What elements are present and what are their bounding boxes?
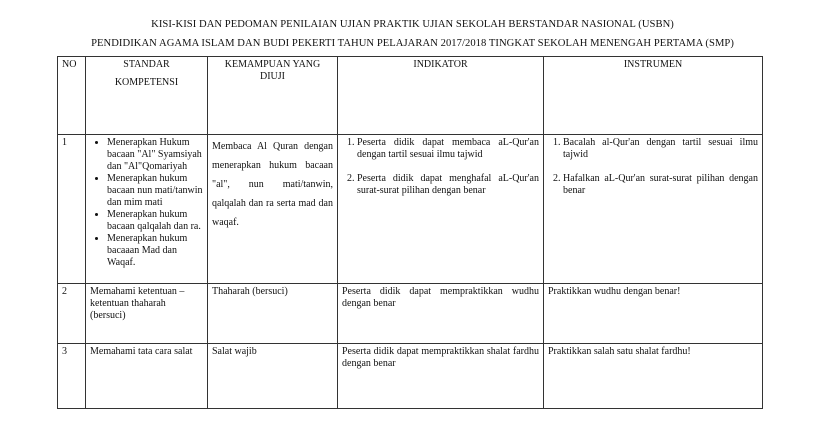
list-item: 1. Bacalah al-Qur'an dengan tartil sesuai ilmu tajwid bbox=[563, 137, 758, 161]
instrumen-cell: Praktikkan salah satu shalat fardhu! bbox=[544, 344, 763, 409]
list-item: 1. Peserta didik dapat membaca aL-Qur'an dengan tartil sesuai ilmu tajwid bbox=[357, 137, 539, 161]
row-number: 1 bbox=[58, 135, 86, 284]
row-number: 3 bbox=[58, 344, 86, 409]
instrumen-cell bbox=[544, 135, 763, 284]
list-item: 2. Peserta didik dapat menghafal aL-Qur'an surat-surat pilihan dengan benar bbox=[357, 173, 539, 197]
header-instrumen: INSTRUMEN bbox=[544, 57, 763, 135]
header-standar-kompetensi bbox=[86, 57, 208, 135]
table-row bbox=[58, 344, 763, 409]
instrumen-list bbox=[548, 137, 758, 197]
indikator-cell: Peserta didik dapat mempraktikkan wudhu dengan benar bbox=[338, 284, 544, 344]
standar-cell bbox=[86, 135, 208, 284]
document-title-line-1: KISI-KISI DAN PEDOMAN PENILAIAN UJIAN PRAKTIK UJIAN SEKOLAH BERSTANDAR NASIONAL (USBN) bbox=[151, 19, 674, 30]
header-standar-line-2: KOMPETENSI bbox=[114, 77, 179, 88]
document-title-line-2: PENDIDIKAN AGAMA ISLAM DAN BUDI PEKERTI TAHUN PELAJARAN 2017/2018 TINGKAT SEKOLAH MENENGAH PERTAMA (SMP) bbox=[91, 38, 734, 49]
instrumen-cell: Praktikkan wudhu dengan benar! bbox=[544, 284, 763, 344]
standar-list bbox=[90, 137, 203, 269]
list-item: • Menerapkan Hukum bacaan "Al" Syamsiyah dan "Al"Qomariyah bbox=[107, 137, 203, 173]
standar-cell: Memahami ketentuan – ketentuan thaharah (bersuci) bbox=[86, 284, 208, 344]
table-header-row bbox=[58, 57, 763, 135]
header-kemampuan: KEMAMPUAN YANG DIUJI bbox=[208, 57, 338, 135]
standar-cell: Memahami tata cara salat bbox=[86, 344, 208, 409]
table-row bbox=[58, 284, 763, 344]
list-item: • Menerapkan hukum bacaaan Mad dan Waqaf. bbox=[107, 233, 203, 269]
header-indikator: INDIKATOR bbox=[338, 57, 544, 135]
list-item: • Menerapkan hukum bacaan nun mati/tanwin dan mim mati bbox=[107, 173, 203, 209]
kemampuan-cell: Salat wajib bbox=[208, 344, 338, 409]
header-no: NO bbox=[58, 57, 86, 135]
table-row bbox=[58, 135, 763, 284]
kemampuan-text: Membaca Al Quran dengan menerapkan hukum bacaan "al", nun mati/tanwin, qalqalah dan ra serta mad dan waqaf. bbox=[212, 141, 333, 228]
indikator-cell bbox=[338, 135, 544, 284]
header-standar-line-1: STANDAR bbox=[123, 59, 170, 70]
kemampuan-cell bbox=[208, 135, 338, 284]
list-item: 2. Hafalkan aL-Qur'an surat-surat pilihan dengan benar bbox=[563, 173, 758, 197]
list-item: • Menerapkan hukum bacaan qalqalah dan ra. bbox=[107, 209, 203, 233]
kemampuan-cell: Thaharah (bersuci) bbox=[208, 284, 338, 344]
row-number: 2 bbox=[58, 284, 86, 344]
assessment-grid-table bbox=[57, 56, 763, 409]
indikator-cell: Peserta didik dapat mempraktikkan shalat fardhu dengan benar bbox=[338, 344, 544, 409]
indikator-list bbox=[342, 137, 539, 197]
